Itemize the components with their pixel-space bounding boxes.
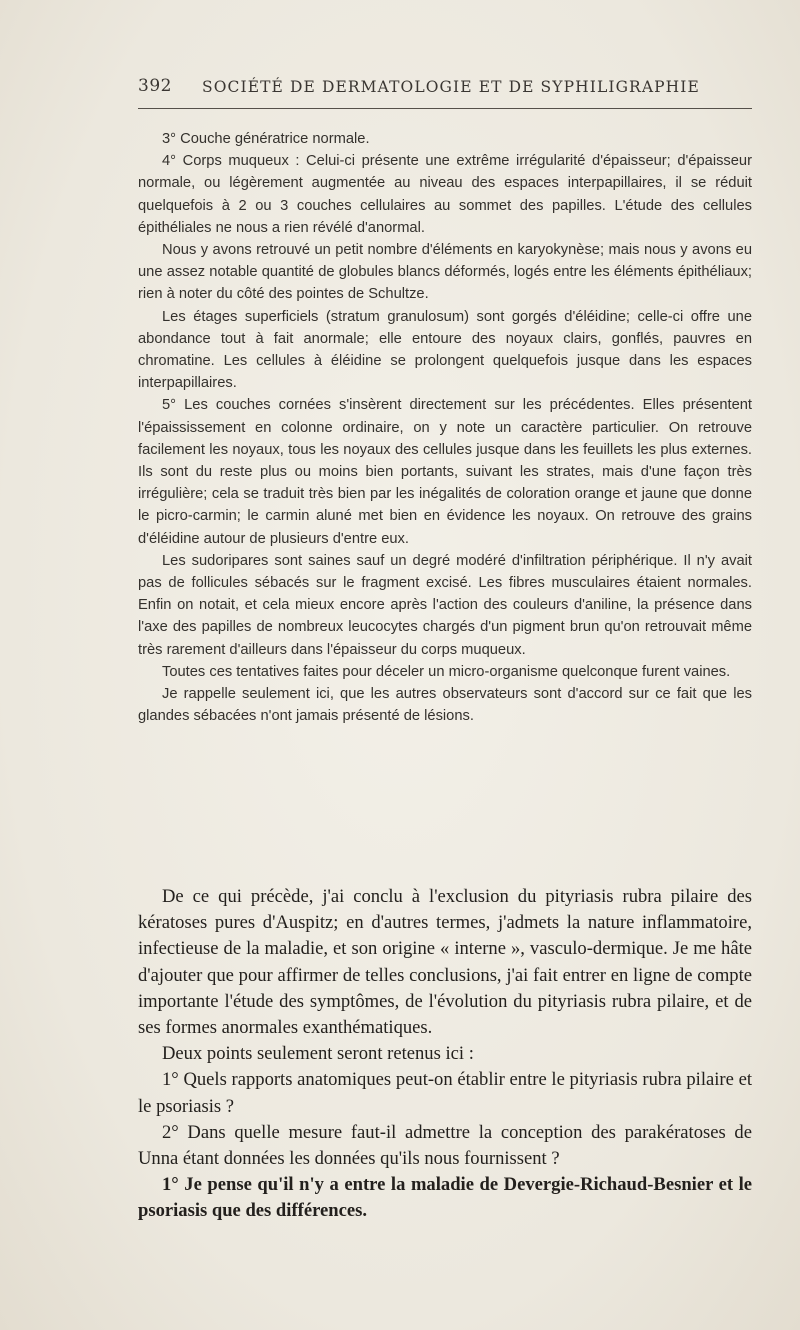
header-rule (138, 108, 752, 109)
paragraph-micro-organisme: Toutes ces tentatives faites pour déceler un micro-organisme quelconque furent vaines. (162, 663, 731, 680)
page-header (138, 76, 752, 100)
conclusion-section (138, 884, 752, 1225)
paragraph-corps-muqueux: 4° Corps muqueux : Celui-ci présente une extrême irrégularité d'épaisseur; d'épaisseur normale, ou légèrement augmentée au niveau des espaces interpapillaires, il se réduit quelquefois à 2 ou 3 couches cellulaires au sommet des papilles. L'étude des cellules épithéliales ne nous a rien révélé d'anormal. (138, 153, 752, 236)
paragraph-etages-superficiels: Les étages superficiels (stratum granulosum) sont gorgés d'éléidine; celle-ci offre une abondance tout à fait anormale; elle entoure des noyaux clairs, gonflés, pauvres en chromatine. Les cellules à éléidine se prolongent quelquefois jusque dans les espaces interpapillaires. (138, 308, 752, 392)
paragraph-deux-points: Deux points seulement seront retenus ici : (162, 1043, 474, 1065)
paragraph-conclusion: De ce qui précède, j'ai conclu à l'exclusion du pityriasis rubra pilaire des kératoses pures d'Auspitz; en d'autres termes, j'admets la nature inflammatoire, infectieuse de la maladie, et son origine « interne », vasculo-dermique. Je me hâte d'ajouter que pour affirmer de telles conclusions, j'ai fait entrer en ligne de compte importante l'étude des symptômes, de l'évolution du pityriasis rubra pilaire, et de ses formes anormales exanthématiques. (138, 886, 752, 1039)
histology-section (138, 128, 752, 727)
paragraph-sudoripares: Les sudoripares sont saines sauf un degré modéré d'infiltration périphérique. Il n'y avait pas de follicules sébacés sur le fragment excisé. Les fibres musculaires étaient normales. Enfin on notait, et cela mieux encore après l'action des couleurs d'aniline, la présence dans l'axe des papilles de nombreux leucocytes chargés d'un pigment brun qu'on retrouvait même très rarement d'ailleurs dans l'épaisseur du corps muqueux. (138, 552, 752, 658)
paragraph-answer-1: 1° Je pense qu'il n'y a entre la maladie de Devergie-Richaud-Besnier et le psoriasis que des différences. (138, 1174, 752, 1222)
page-number: 392 (138, 76, 172, 96)
paragraph-karyokynese: Nous y avons retrouvé un petit nombre d'éléments en karyokynèse; mais nous y avons eu une assez notable quantité de globules blancs déformés, logés entre les éléments épithéliaux; rien à noter du côté des pointes de Schultze. (138, 242, 752, 303)
paragraph-couches-cornees: 5° Les couches cornées s'insèrent directement sur les précédentes. Elles présentent l'épaississement en colonne ordinaire, on y note un caractère particulier. On retrouve facilement les noyaux, tous les noyaux des cellules jusque dans les feuillets les plus externes. Ils sont du reste plus ou moins bien portants, suivant les strates, mais d'une façon très irrégulière; cela se traduit très bien par les inégalités de coloration orange et jaune que donne le picro-carmin; le carmin aluné met bien en évidence les noyaux. On retrouve des grains d'éléidine autour de plusieurs d'entre eux. (138, 397, 752, 547)
paragraph-question-2: 2° Dans quelle mesure faut-il admettre la conception des parakératoses de Unna étant données les données qu'ils nous fournissent ? (138, 1121, 752, 1170)
running-title: SOCIÉTÉ DE DERMATOLOGIE ET DE SYPHILIGRAPHIE (202, 78, 700, 96)
paragraph-glandes-sebacees: Je rappelle seulement ici, que les autres observateurs sont d'accord sur ce fait que les glandes sébacées n'ont jamais présenté de lésions. (138, 686, 752, 725)
paragraph-question-1: 1° Quels rapports anatomiques peut-on établir entre le pityriasis rubra pilaire et le psoriasis ? (138, 1069, 752, 1117)
paragraph-couche-generatrice: 3° Couche génératrice normale. (162, 131, 370, 147)
